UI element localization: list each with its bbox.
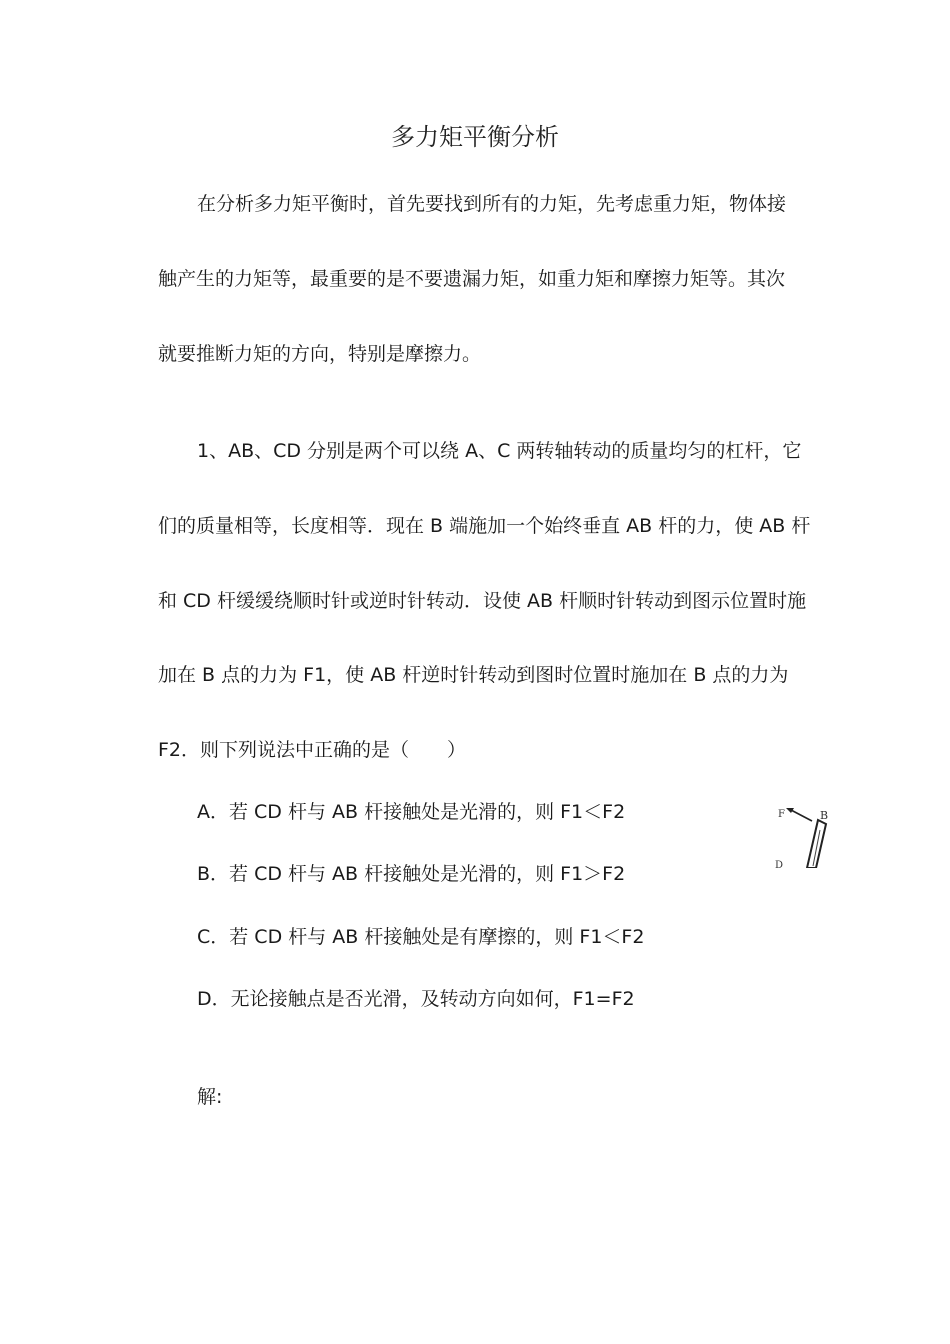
figure-label-d: D — [775, 860, 784, 868]
intro-line-1: 在分析多力矩平衡时，首先要找到所有的力矩，先考虑重力矩，物体接 — [197, 193, 787, 215]
option-d: D．无论接触点是否光滑，及转动方向如何，F1=F2 — [197, 988, 635, 1010]
option-b: B．若 CD 杆与 AB 杆接触处是光滑的，则 F1＞F2 — [197, 863, 626, 885]
question-line-4: 加在 B 点的力为 F1，使 AB 杆逆时针转动到图时位置时施加在 B 点的力为 — [158, 664, 789, 686]
intro-line-3: 就要推断力矩的方向，特别是摩擦力。 — [158, 343, 482, 365]
force-arrow-shaft — [791, 810, 812, 821]
question-line-2: 们的质量相等，长度相等．现在 B 端施加一个始终垂直 AB 杆的力，使 AB 杆 — [158, 515, 811, 537]
question-line-1: 1、AB、CD 分别是两个可以绕 A、C 两转轴转动的质量均匀的杠杆，它 — [197, 440, 802, 462]
figure-label-f: F — [778, 809, 785, 820]
intro-line-2: 触产生的力矩等，最重要的是不要遗漏力矩，如重力矩和摩擦力矩等。其次 — [158, 268, 786, 290]
question-line-3: 和 CD 杆缓缓绕顺时针或逆时针转动．设使 AB 杆顺时针转动到图示位置时施 — [158, 590, 807, 612]
question-line-5: F2．则下列说法中正确的是（ ） — [158, 739, 467, 761]
figure-label-b: B — [820, 809, 829, 822]
solution-label: 解: — [197, 1086, 223, 1108]
lever-figure — [772, 800, 838, 868]
lever-rod-ab — [807, 820, 826, 868]
option-a: A．若 CD 杆与 AB 杆接触处是光滑的，则 F1＜F2 — [197, 801, 626, 823]
page-title: 多力矩平衡分析 — [391, 123, 559, 151]
option-c: C．若 CD 杆与 AB 杆接触处是有摩擦的，则 F1＜F2 — [197, 926, 645, 948]
